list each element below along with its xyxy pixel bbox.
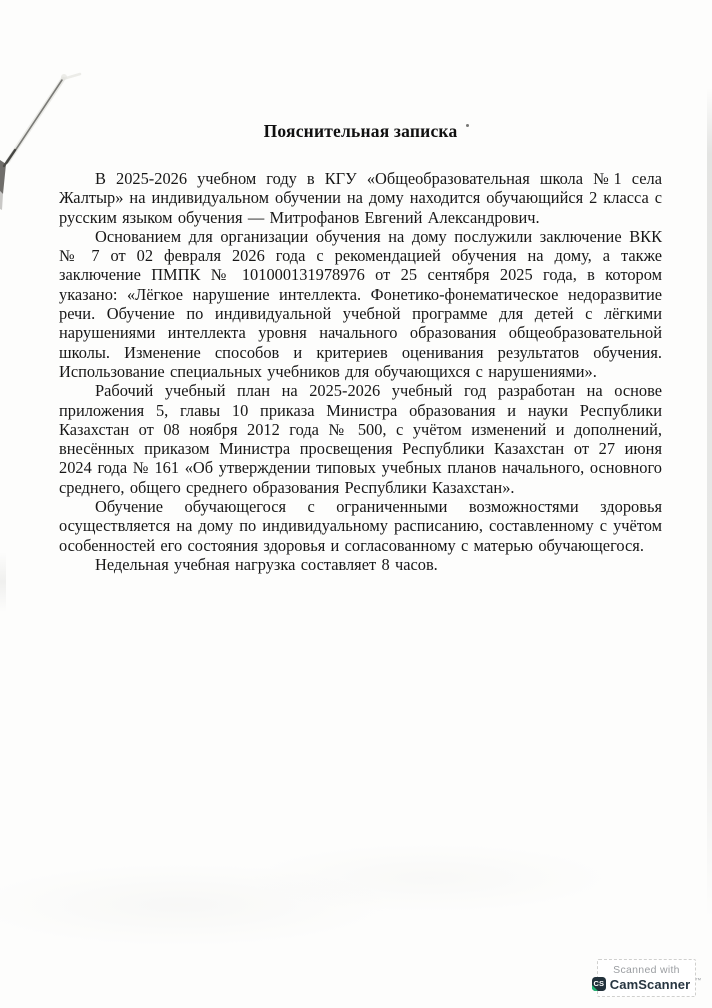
paragraph-basis: Основанием для организации обучения на дому послужили заключение ВКК № 7 от 02 февраля 2026 года с рекомендацией обучения на дому, а также заключение ПМПК № 101000131978976 от 25 сентября 2025 года, в котором указано: «Лёгкое нарушение интеллекта. Фонетико-фонематическое недоразвитие речи. Обучение по индивидуальной учебной программе для детей с лёгкими нарушениями интеллекта уровня начального образования общеобразовательной школы. Изменение способов и критериев оценивания результатов обучения. Использование специальных учебников для обучающихся с нарушениями». [59,226,662,381]
camscanner-logo-green-corner [592,985,598,991]
scan-edge-shadow-right [707,88,712,918]
trademark-symbol: ™ [695,977,702,984]
paragraph-schedule: Обучение обучающегося с ограниченными возможностями здоровья осуществляется на дому по индивидуальному расписанию, составленному с учётом особенностей его состояния здоровья и согласованному с матерью обучающегося. [59,497,662,555]
paragraph-curriculum: Рабочий учебный план на 2025-2026 учебный год разработан на основе приложения 5, главы 10 приказа Министра образования и науки Республики Казахстан от 08 ноября 2012 года № 500, с учётом изменений и дополнений, внесённых приказом Министра просвещения Республики Казахстан от 27 июня 2024 года № 161 «Об утверждении типовых учебных планов начального, основного среднего, общего среднего образования Республики Казахстан». [59,381,662,497]
camscanner-watermark [593,959,702,997]
paragraph-intro: В 2025-2026 учебном году в КГУ «Общеобразовательная школа №1 села Жалтыр» на индивидуальном обучении на дому находится обучающийся 2 класса с русским языком обучения — Митрофанов Евгений Александрович. [59,169,662,227]
camscanner-logo-letters: CS [593,979,604,988]
paragraph-weekly-load: Недельная учебная нагрузка составляет 8 часов. [95,554,438,574]
scanned-with-label: Scanned with [613,963,680,976]
camscanner-logo-icon [592,977,606,991]
scan-edge-shadow-left [0,552,6,612]
document-title: Пояснительная записка [263,121,458,141]
camscanner-brand-row [592,977,701,992]
document-body [59,120,662,574]
camscanner-brand-label: CamScanner [609,976,691,992]
